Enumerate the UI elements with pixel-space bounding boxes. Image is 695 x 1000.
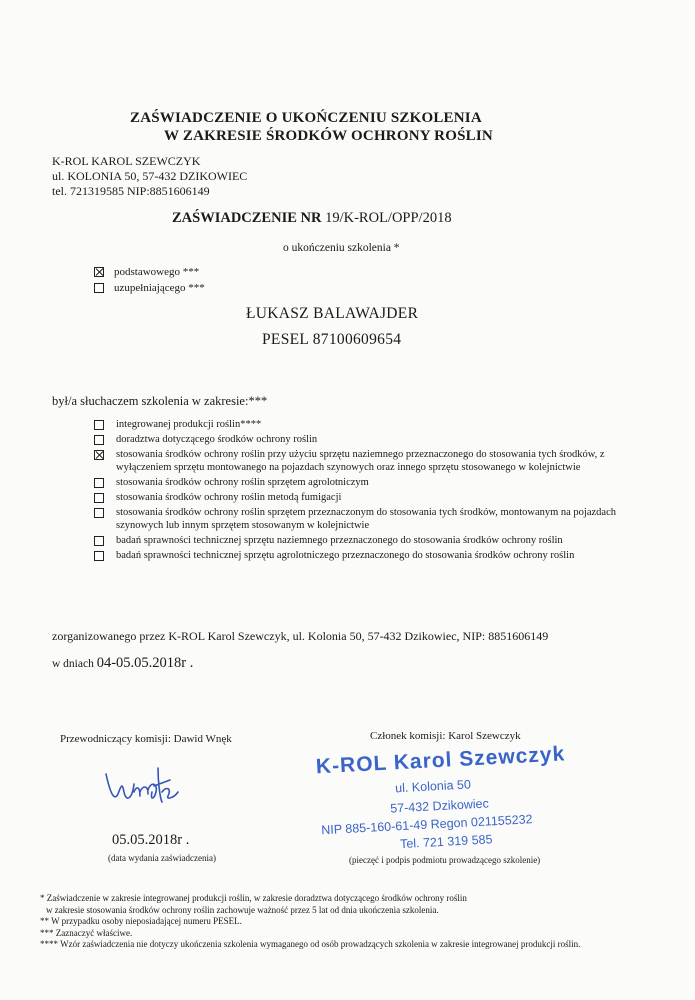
title-line-2: W ZAKRESIE ŚRODKÓW OCHRONY ROŚLIN — [164, 128, 493, 144]
scope-item — [94, 448, 634, 474]
stamp-ids: NIP 885-160-61-49 Regon 021155232 — [320, 812, 533, 838]
chair-name: Dawid Wnęk — [173, 733, 232, 745]
scope-item — [94, 549, 634, 562]
scope-checkbox[interactable] — [94, 420, 104, 430]
scope-item-label: stosowania środków ochrony roślin przy użyciu sprzętu naziemnego przeznaczonego do stosowania tych środków, z wyłączeniem sprzętu montowanego na pojazdach szynowych oraz innego sprzętu stosowanego w kolejnictwie — [116, 449, 605, 473]
stamp-address: ul. Kolonia 50 — [394, 777, 472, 796]
footnote: w zakresie stosowania środków ochrony roślin zachowuje ważność przez 5 lat od dnia ukończenia szkolenia. — [46, 904, 439, 915]
scope-item-label: badań sprawności technicznej sprzętu naziemnego przeznaczonego do stosowania środków ochrony roślin — [116, 535, 563, 546]
issuer-contact: tel. 721319585 NIP:8851606149 — [52, 184, 210, 198]
stamp-title: K-ROL Karol Szewczyk — [315, 742, 566, 779]
scope-checkbox[interactable] — [94, 493, 104, 503]
footnote: *** Zaznaczyć właściwe. — [40, 927, 133, 938]
training-type-basic-label: podstawowego *** — [114, 266, 200, 278]
certificate-number: 19/K-ROL/OPP/2018 — [325, 210, 452, 226]
scope-item — [94, 476, 634, 489]
checkbox-supplementary[interactable] — [94, 283, 104, 293]
scope-checkbox[interactable] — [94, 536, 104, 546]
chair-label: Przewodniczący komisji: — [60, 733, 171, 745]
stamp-city: 57-432 Dzikowiec — [389, 796, 490, 816]
scope-checkbox[interactable] — [94, 478, 104, 488]
organized-by: zorganizowanego przez K-ROL Karol Szewczyk, ul. Kolonia 50, 57-432 Dzikowiec, NIP: 8851606149 — [52, 629, 549, 643]
training-dates-value: 04-05.05.2018r . — [96, 655, 194, 671]
checkbox-basic[interactable] — [94, 267, 104, 277]
person-pesel: PESEL 87100609654 — [262, 331, 402, 348]
company-stamp — [311, 740, 606, 863]
scope-intro: był/a słuchaczem szkolenia w zakresie:*** — [52, 394, 268, 408]
certificate-number-line — [172, 210, 452, 227]
footnote: ** W przypadku osoby nieposiadającej numeru PESEL. — [40, 916, 242, 926]
member-name: Karol Szewczyk — [448, 730, 521, 742]
scope-item — [94, 534, 634, 547]
scope-item — [94, 506, 634, 532]
issuer-name: K-ROL KAROL SZEWCZYK — [52, 154, 201, 168]
commission-member — [370, 730, 521, 742]
scope-checkbox[interactable] — [94, 508, 104, 518]
scope-item-label: badań sprawności technicznej sprzętu agrolotniczego przeznaczonego do stosowania środków ochrony roślin — [116, 550, 575, 561]
training-dates — [52, 655, 193, 672]
scope-item-label: stosowania środków ochrony roślin sprzętem przeznaczonym do stosowania tych środków, montowanym na pojazdach szynowych lub innym sprzętem stosowanym w kolejnictwie — [116, 507, 616, 531]
footnote: * Zaświadczenie w zakresie integrowanej produkcji roślin, w zakresie doradztwa dotyczącego środków ochrony roślin — [40, 893, 467, 903]
scope-item — [94, 433, 634, 446]
footnotes — [40, 893, 640, 951]
issue-date: 05.05.2018r . — [112, 832, 190, 848]
training-type-supplementary — [94, 282, 205, 294]
scope-item-label: stosowania środków ochrony roślin sprzętem agrolotniczym — [116, 477, 369, 488]
training-dates-prefix: w dniach — [52, 658, 94, 670]
issuer-address: ul. KOLONIA 50, 57-432 DZIKOWIEC — [52, 169, 248, 183]
scope-list — [94, 418, 634, 564]
scope-checkbox[interactable] — [94, 551, 104, 561]
title-line-1: ZAŚWIADCZENIE O UKOŃCZENIU SZKOLENIA — [130, 110, 482, 126]
scope-checkbox[interactable] — [94, 435, 104, 445]
person-name: ŁUKASZ BALAWAJDER — [246, 305, 419, 322]
training-type-basic — [94, 266, 199, 278]
scope-checkbox[interactable] — [94, 450, 104, 460]
training-type-supplementary-label: uzupełniającego *** — [114, 282, 205, 294]
stamp-caption: (pieczęć i podpis podmiotu prowadzącego szkolenie) — [349, 855, 541, 865]
scope-item — [94, 491, 634, 504]
footnote: **** Wzór zaświadczenia nie dotyczy ukończenia szkolenia wymaganego od osób prowadzących szkolenia w zakresie integrowanej produkcji roślin. — [40, 939, 581, 949]
member-label: Członek komisji: — [370, 730, 446, 742]
scope-item-label: stosowania środków ochrony roślin metodą fumigacji — [116, 492, 342, 503]
certificate-subtitle: o ukończeniu szkolenia * — [283, 242, 400, 254]
scope-item-label: integrowanej produkcji roślin**** — [116, 419, 262, 430]
commission-chair — [60, 733, 232, 745]
scope-item — [94, 418, 634, 431]
chair-signature — [104, 762, 184, 812]
stamp-phone: Tel. 721 319 585 — [399, 832, 493, 852]
certificate-number-prefix: ZAŚWIADCZENIE NR — [172, 210, 322, 226]
scope-item-label: doradztwa dotyczącego środków ochrony roślin — [116, 434, 318, 445]
issue-date-caption: (data wydania zaświadczenia) — [108, 853, 216, 863]
